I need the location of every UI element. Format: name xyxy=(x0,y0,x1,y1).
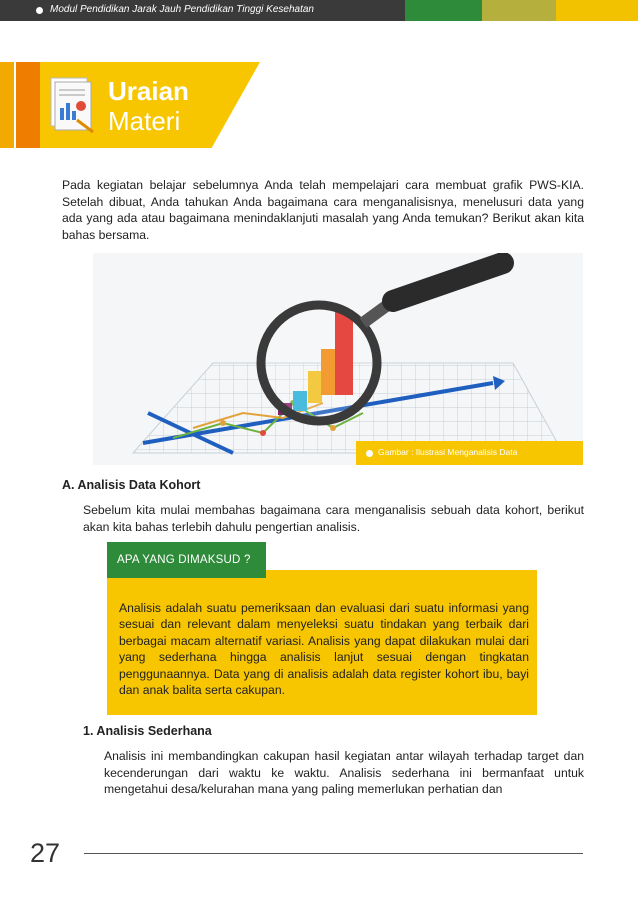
definition-callout xyxy=(107,570,537,715)
banner-strip-orange xyxy=(16,62,40,148)
page-number: 27 xyxy=(30,838,61,868)
bullet-icon xyxy=(36,7,43,14)
header-olive-segment xyxy=(482,0,556,21)
caption-text: Gambar : Ilustrasi Menganalisis Data xyxy=(378,447,518,457)
top-header-bar xyxy=(0,0,638,21)
section-a-heading: A. Analisis Data Kohort xyxy=(62,478,201,492)
footer-rule xyxy=(84,853,583,854)
definition-text: Analisis adalah suatu pemeriksaan dan evaluasi dari suatu informasi yang sesuai dan relevant dalam menyeleksi suatu tindakan yang terbaik dari berbagai macam alternatif variasi. Analisis yang dapat dilakukan mulai dari yang sederhana hingga analisis lanjut sesuai dengan tingkatan penggunaannya. Data yang di analisis adalah data register kohort ibu, bayi dan anak balita serta cakupan. xyxy=(119,601,529,698)
bullet-icon xyxy=(366,450,373,457)
banner-strip-light xyxy=(0,62,14,148)
intro-paragraph: Pada kegiatan belajar sebelumnya Anda telah mempelajari cara membuat grafik PWS-KIA. Setelah dibuat, Anda tahukan Anda bagaimana cara menganalisisnya, menelusuri data yang ada yang ada atau bagaimana menindaklanjuti masalah yang Anda temukan? Berikut akan kita bahas bersama. xyxy=(62,178,584,242)
document-chart-icon xyxy=(47,76,97,134)
section-1-heading: 1. Analisis Sederhana xyxy=(83,724,212,738)
banner-title-line1: Uraian xyxy=(108,76,189,106)
magnifier-chart-illustration xyxy=(93,253,583,465)
callout-tab-label: APA YANG DIMAKSUD ? xyxy=(117,554,251,566)
running-title: Modul Pendidikan Jarak Jauh Pendidikan Tinggi Kesehatan xyxy=(50,4,314,15)
callout-tab xyxy=(107,542,266,578)
figure-caption xyxy=(356,441,583,465)
header-green-segment xyxy=(405,0,482,21)
analysis-illustration xyxy=(93,253,583,465)
section-1-text: Analisis ini membandingkan cakupan hasil kegiatan antar wilayah terhadap target dan kecenderungan dari waktu ke waktu. Analisis sederhana ini bermanfaat untuk mengetahui desa/kelurahan mana yang paling memerlukan perhatian dan xyxy=(104,749,584,796)
header-yellow-segment xyxy=(556,0,638,21)
banner-title-line2: Materi xyxy=(108,106,181,136)
section-a-text: Sebelum kita mulai membahas bagaimana cara menganalisis sebuah data kohort, berikut akan kita bahas terlebih dahulu pengertian analisis. xyxy=(83,503,584,534)
